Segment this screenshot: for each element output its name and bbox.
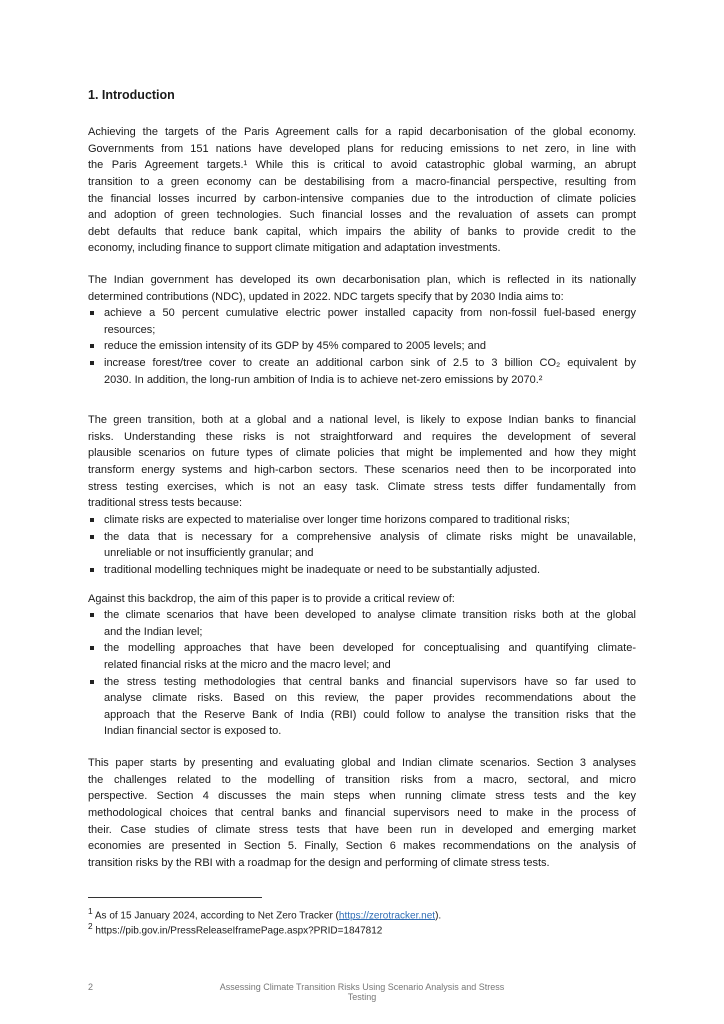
text-line: determined contributions (NDC), updated in 2022. NDC targets specify that by 2030 India aims to: (88, 290, 564, 303)
ndc-target-list (88, 305, 636, 388)
review-scope-list (88, 607, 636, 740)
text-line: economy, including finance to support climate mitigation and adaptation investments. (88, 242, 501, 255)
text-line: transform energy systems and high-carbon sectors. These scenarios need then to be incorporated into (88, 463, 636, 476)
footnote-text: https://pib.gov.in/PressReleaseIframePage.aspx?PRID=1847812 (92, 925, 383, 937)
bullet-square-icon (90, 646, 94, 650)
text-line: the data that is necessary for a comprehensive analysis of climate risks might be unavailable, (104, 530, 636, 543)
text-line: traditional stress tests because: (88, 497, 243, 510)
bullet-square-icon (90, 535, 94, 539)
text-line: The green transition, both at a global and a national level, is likely to expose Indian banks to financial (88, 414, 636, 426)
text-line: their. Case studies of climate stress tests that have been run in developed and emerging market (88, 823, 636, 836)
text-line: the Paris Agreement targets.¹ While this is critical to avoid catastrophic global warming, an abrupt (88, 159, 636, 172)
text-line: achieve a 50 percent cumulative electric power installed capacity from non-fossil fuel-based energy (104, 307, 636, 319)
text-line: climate risks are expected to materialise over longer time horizons compared to traditional risks; (104, 514, 570, 526)
footnote-2 (88, 921, 382, 936)
text-line: This paper starts by presenting and evaluating global and Indian climate scenarios. Section 3 analyses (88, 757, 636, 769)
bullet-item (88, 355, 636, 388)
text-line: transition to a green economy can be destabilising from a macro-financial perspective, resulting from (88, 175, 636, 188)
text-line: and the Indian level; (104, 625, 203, 638)
footnote-text-end: ). (435, 910, 442, 922)
zerotracker-link[interactable]: https://zerotracker.net (338, 910, 436, 922)
bullet-square-icon (90, 568, 94, 572)
footnote-divider (88, 897, 262, 898)
paragraph-1 (88, 124, 636, 257)
text-line: related financial risks at the micro and the macro level; and (104, 658, 391, 671)
text-line: the challenges related to the modelling of transition risks from a macro, sectoral, and micro (88, 773, 636, 786)
bullet-item (88, 338, 636, 355)
text-line: unreliable or not insufficiently granular; and (104, 547, 314, 560)
footnote-marker: 2 (88, 921, 93, 931)
paragraph-2 (88, 272, 636, 305)
text-line: the stress testing methodologies that central banks and financial supervisors have so far used to (104, 675, 636, 688)
paragraph-3 (88, 412, 636, 512)
text-line: stress testing exercises, which is not an easy task. Climate stress tests differ fundamentally from (88, 480, 636, 493)
text-line: resources; (104, 323, 156, 336)
text-line: the modelling approaches that have been developed for conceptualising and quantifying climate- (104, 642, 636, 655)
text-line: analyse climate risks. Based on this review, the paper provides recommendations about the (104, 692, 636, 705)
text-line: Governments from 151 nations have developed plans for reducing emissions to net zero, in line with (88, 142, 636, 155)
text-line: plausible scenarios on future types of climate policies that might be implemented and how they might (88, 447, 636, 460)
bullet-square-icon (90, 613, 94, 617)
bullet-square-icon (90, 518, 94, 522)
text-line: increase forest/tree cover to create an additional carbon sink of 2.5 to 3 billion CO₂ equivalent by (104, 356, 636, 369)
section-heading: 1. Introduction (88, 88, 175, 102)
footnote-1 (88, 906, 441, 921)
bullet-item (88, 529, 636, 562)
paragraph-4 (88, 591, 636, 608)
bullet-square-icon (90, 680, 94, 684)
text-line: Achieving the targets of the Paris Agreement calls for a rapid decarbonisation of the global economy. (88, 126, 636, 138)
bullet-item (88, 674, 636, 741)
text-line: perspective. Section 4 discusses the main steps when running climate stress tests and the key (88, 790, 636, 803)
bullet-item (88, 607, 636, 640)
text-line: methodological choices that central banks and financial supervisors need to make in the process of (88, 806, 636, 819)
footnote-text: As of 15 January 2024, according to Net Zero Tracker ( (92, 910, 339, 922)
text-line: the financial losses incurred by carbon-intensive companies due to the introduction of climate policies (88, 192, 636, 205)
text-line: reduce the emission intensity of its GDP by 45% compared to 2005 levels; and (104, 340, 486, 353)
page-number: 2 (88, 982, 94, 992)
text-line: approach that the Reserve Bank of India (RBI) could follow to analyse the transition risks that the (104, 708, 636, 721)
text-line: Indian financial sector is exposed to. (104, 725, 282, 738)
text-line: The Indian government has developed its own decarbonisation plan, which is reflected in its nationally (88, 274, 636, 286)
text-line: economies are presented in Section 5. Finally, Section 6 makes recommendations on the analysis of (88, 840, 636, 853)
bullet-item (88, 562, 636, 579)
text-line: debt defaults that reduce bank capital, which impairs the ability of banks to provide credit to the (88, 225, 636, 238)
stress-test-differences-list (88, 512, 636, 579)
text-line: and adoption of green technologies. Such financial losses and the revaluation of assets can prompt (88, 209, 636, 222)
running-footer-title: Assessing Climate Transition Risks Using Scenario Analysis and Stress Testing (219, 982, 505, 1002)
text-line: traditional modelling techniques might be inadequate or need to be substantially adjusted. (104, 563, 541, 576)
bullet-item (88, 305, 636, 338)
bullet-item (88, 640, 636, 673)
text-line: 2030. In addition, the long-run ambition of India is to achieve net-zero emissions by 2070.² (104, 373, 543, 386)
paragraph-5 (88, 755, 636, 871)
text-line: risks. Understanding these risks is not straightforward and requires the development of several (88, 430, 636, 443)
text-line: transition risks by the RBI with a roadmap for the design and performing of climate stress tests. (88, 856, 550, 869)
bullet-item (88, 512, 636, 529)
bullet-square-icon (90, 361, 94, 365)
text-line: the climate scenarios that have been developed to analyse climate transition risks both at the global (104, 609, 636, 621)
bullet-square-icon (90, 311, 94, 315)
footnote-marker: 1 (88, 906, 93, 916)
bullet-square-icon (90, 344, 94, 348)
text-line: Against this backdrop, the aim of this paper is to provide a critical review of: (88, 593, 455, 605)
